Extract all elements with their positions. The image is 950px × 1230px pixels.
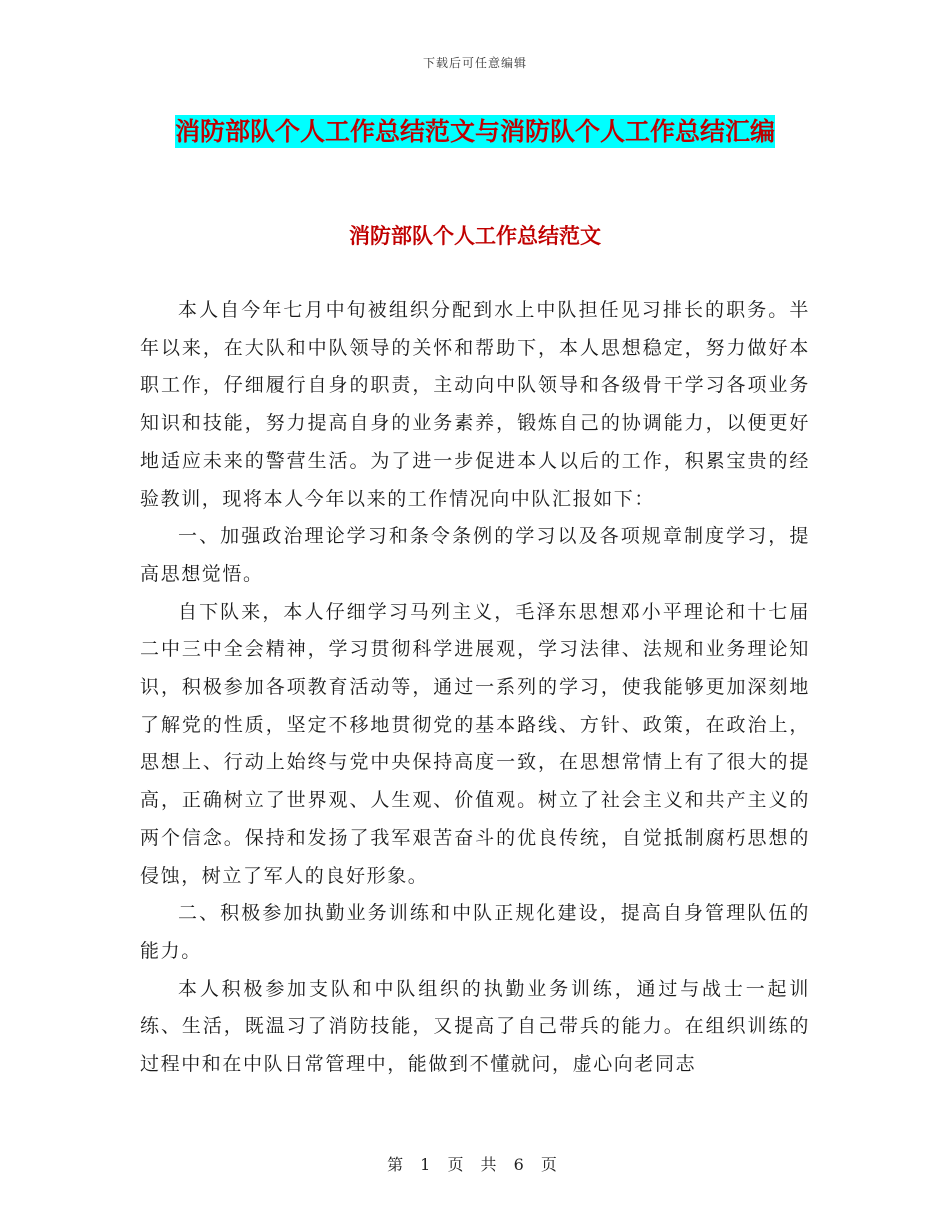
paragraph-section-1: 自下队来，本人仔细学习马列主义，毛泽东思想邓小平理论和十七届二中三中全会精神，学习贯彻科学进展观，学习法律、法规和业务理论知识，积极参加各项教育活动等，通过一系列的学习，使我能够更加深刻地了解党的性质，坚定不移地贯彻党的基本路线、方针、政策，在政治上，思想上、行动上始终与党中央保持高度一致，在思想常情上有了很大的提高，正确树立了世界观、人生观、价值观。树立了社会主义和共产主义的两个信念。保持和发扬了我军艰苦奋斗的优良传统，自觉抵制腐朽思想的侵蚀，树立了军人的良好形象。	[140, 600, 810, 887]
document-title-text: 消防部队个人工作总结范文与消防队个人工作总结汇编	[174, 117, 775, 146]
page-footer: 第 1 页 共 6 页	[387, 1155, 563, 1174]
paragraph-heading-1: 一、加强政治理论学习和条令条例的学习以及各项规章制度学习，提高思想觉悟。	[140, 525, 810, 585]
document-title	[140, 112, 810, 152]
header-note: 下载后可任意编辑	[422, 56, 527, 70]
paragraph-section-2: 本人积极参加支队和中队组织的执勤业务训练，通过与战士一起训练、生活，既温习了消防技能，又提高了自己带兵的能力。在组织训练的过程中和在中队日常管理中，能做到不懂就问，虚心向老同志	[140, 977, 810, 1076]
document-body	[140, 292, 810, 1084]
paragraph-intro: 本人自今年七月中旬被组织分配到水上中队担任见习排长的职务。半年以来，在大队和中队领导的关怀和帮助下，本人思想稳定，努力做好本职工作，仔细履行自身的职责，主动向中队领导和各级骨干学习各项业务知识和技能，努力提高自身的业务素养，锻炼自己的协调能力，以便更好地适应未来的警营生活。为了进一步促进本人以后的工作，积累宝贵的经验教训，现将本人今年以来的工作情况向中队汇报如下：	[140, 299, 810, 510]
section-title: 消防部队个人工作总结范文	[349, 224, 601, 248]
paragraph-heading-2: 二、积极参加执勤业务训练和中队正规化建设，提高自身管理队伍的能力。	[140, 902, 810, 962]
